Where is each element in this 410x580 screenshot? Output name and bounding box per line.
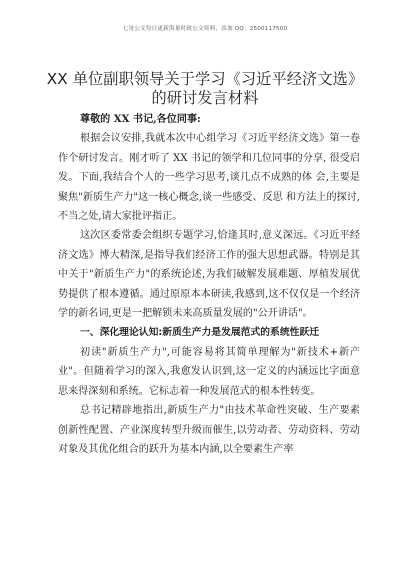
salutation: 尊敬的 XX 书记,各位同事: [80,114,201,125]
section-heading-1: 一、深化理论认知:新质生产力是发展范式的系统性跃迁 [80,327,320,339]
paragraph-4: 总书记精辟地指出,新质生产力"由技术革命性突破、生产要素创新性配置、产业深度转型升级而催生,以劳动者、劳动资料、劳动对象及其优化组合的跃升为基本内涵,以全要素生产率 [58,405,360,455]
title-line-2: 的研讨发言材料 [151,89,259,107]
header-note: 七哥公文每日更新海量时政公文资料，添加 QQ：2500117500 [122,26,288,32]
paragraph-3: 初读"新质生产力",可能容易将其简单理解为"新技术+新产业"。但随着学习的深入,我愈发认识到,这一定义的内涵远比字面意思来得深刻和系统。它标志着一种发展范式的根本性转变。 [58,346,360,397]
paragraph-2: 这次区委常委会组织专题学习,恰逢其时,意义深远。《习近平经济文选》博大精深,是指导我们经济工作的强大思想武器。特别是其中关于"新质生产力"的系统论述,为我们破解发展难题、厚植发展优势提供了根本遵循。通过原原本本研读,我感到,这不仅仅是一个经济学的新名词,更是一把解锁未来高质量发展的"公开讲话"。 [58,230,360,320]
document-title [40,70,370,108]
document-body [58,110,360,459]
paragraph-1: 根据会议安排,我就本次中心组学习《习近平经济文选》第一卷作个研讨发言。刚才听了 XX 书记的领学和几位同事的分享, 很受启发。下面,我结合个人的一些学习思考,谈几点不成熟的体 会,主要是聚焦"新质生产力"这一核心概念,谈一些感受、反思 和方法上的探讨,不当之处,请大家批评指正。 [58,133,360,223]
title-line-1: XX 单位副职领导关于学习《习近平经济文选》 [46,70,364,88]
